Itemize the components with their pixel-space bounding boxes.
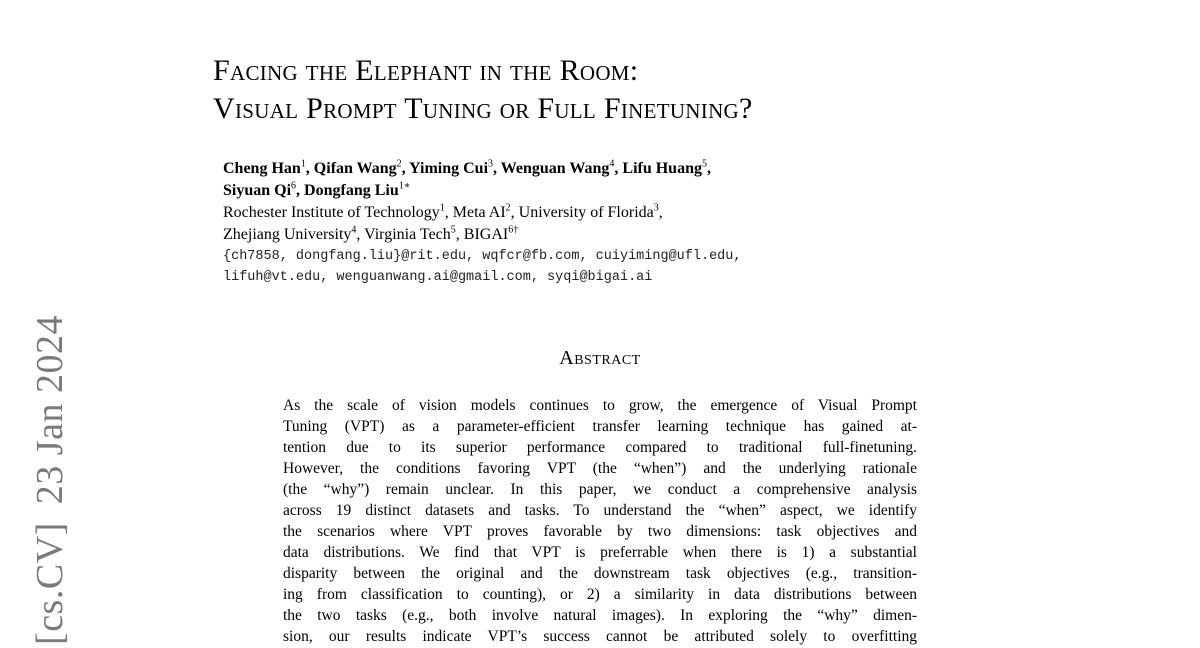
affiliation-separator: , <box>455 226 464 243</box>
abstract-line: disparity between the original and the downstream task objectives (e.g., transition- <box>283 565 917 582</box>
author-item: Dongfang Liu <box>304 182 399 199</box>
author-superscript: 1∗ <box>398 180 411 192</box>
author-separator: , <box>614 160 623 177</box>
author-superscript: 1 <box>300 158 306 170</box>
abstract-line: As the scale of vision models continues to grow, the emergence of Visual Prompt <box>283 397 917 414</box>
affiliation-item: BIGAI <box>463 226 509 243</box>
affiliation-superscript: 2 <box>505 202 511 214</box>
author-item: Qifan Wang <box>313 160 397 177</box>
title-line-2: Visual Prompt Tuning or Full Finetuning? <box>213 92 753 125</box>
affiliation-item: Rochester Institute of Technology <box>223 204 440 221</box>
author-separator: , <box>493 160 501 177</box>
author-superscript: 2 <box>396 158 402 170</box>
affiliation-separator: , <box>356 226 365 243</box>
affiliations-line-1 <box>223 202 741 224</box>
author-names-line-1 <box>223 158 741 180</box>
paper-title <box>213 52 753 128</box>
author-separator: , <box>305 160 314 177</box>
arxiv-category: [cs.CV] <box>29 522 71 645</box>
affiliation-superscript: 1 <box>439 202 445 214</box>
abstract-line: tention due to its superior performance compared to traditional full-finetuning. <box>283 439 917 456</box>
affiliation-item: Meta AI <box>452 204 506 221</box>
affiliation-separator: , <box>444 204 453 221</box>
abstract-line: data distributions. We find that VPT is preferrable when there is 1) a substantial <box>283 544 917 561</box>
arxiv-date: 23 Jan 2024 <box>29 315 71 505</box>
author-block <box>223 158 741 288</box>
author-item: Siyuan Qi <box>223 182 292 199</box>
abstract-line: However, the conditions favoring VPT (the “when”) and the underlying rationale <box>283 460 917 477</box>
abstract-heading-text: Abstract <box>559 347 641 369</box>
affiliation-item: Virginia Tech <box>364 226 451 243</box>
affiliations-line-2 <box>223 224 741 246</box>
title-line-1: Facing the Elephant in the Room: <box>213 54 639 87</box>
abstract-heading <box>0 347 1200 370</box>
abstract-line: across 19 distinct datasets and tasks. To understand the “when” aspect, we identify <box>283 502 917 519</box>
author-names-line-2 <box>223 180 741 202</box>
author-item: Cheng Han <box>223 160 301 177</box>
author-item: Yiming Cui <box>409 160 489 177</box>
emails-line-1: {ch7858, dongfang.liu}@rit.edu, wqfcr@fb.com, cuiyiming@ufl.edu, <box>223 249 742 264</box>
author-item: Wenguan Wang <box>500 160 610 177</box>
affiliation-superscript: 3 <box>653 202 659 214</box>
affiliation-item: University of Florida <box>518 204 654 221</box>
affiliation-separator: , <box>658 204 663 221</box>
author-superscript: 5 <box>701 158 707 170</box>
affiliation-superscript: 5 <box>450 224 456 236</box>
author-superscript: 3 <box>488 158 494 170</box>
affiliation-item: Zhejiang University <box>223 226 352 243</box>
author-item: Lifu Huang <box>622 160 702 177</box>
author-separator: , <box>706 160 711 177</box>
author-superscript: 4 <box>609 158 615 170</box>
affiliation-superscript: 6† <box>508 224 519 236</box>
abstract-line: sion, our results indicate VPT’s success cannot be attributed solely to overfitting <box>283 628 917 645</box>
author-separator: , <box>296 182 305 199</box>
abstract-line: ing from classification to counting), or 2) a similarity in data distributions between <box>283 586 917 603</box>
abstract-line: (the “why”) remain unclear. In this paper, we conduct a comprehensive analysis <box>283 481 917 498</box>
author-separator: , <box>401 160 410 177</box>
abstract-line: Tuning (VPT) as a parameter-efficient transfer learning technique has gained at- <box>283 418 917 435</box>
affiliation-superscript: 4 <box>351 224 357 236</box>
abstract-body <box>283 395 917 647</box>
emails-line-2: lifuh@vt.edu, wenguanwang.ai@gmail.com, syqi@bigai.ai <box>223 270 653 285</box>
author-superscript: 6 <box>291 180 297 192</box>
affiliation-separator: , <box>510 204 519 221</box>
abstract-line: the scenarios where VPT proves favorable by two dimensions: task objectives and <box>283 523 917 540</box>
abstract-line: the two tasks (e.g., both involve natural images). In exploring the “why” dimen- <box>283 607 917 624</box>
